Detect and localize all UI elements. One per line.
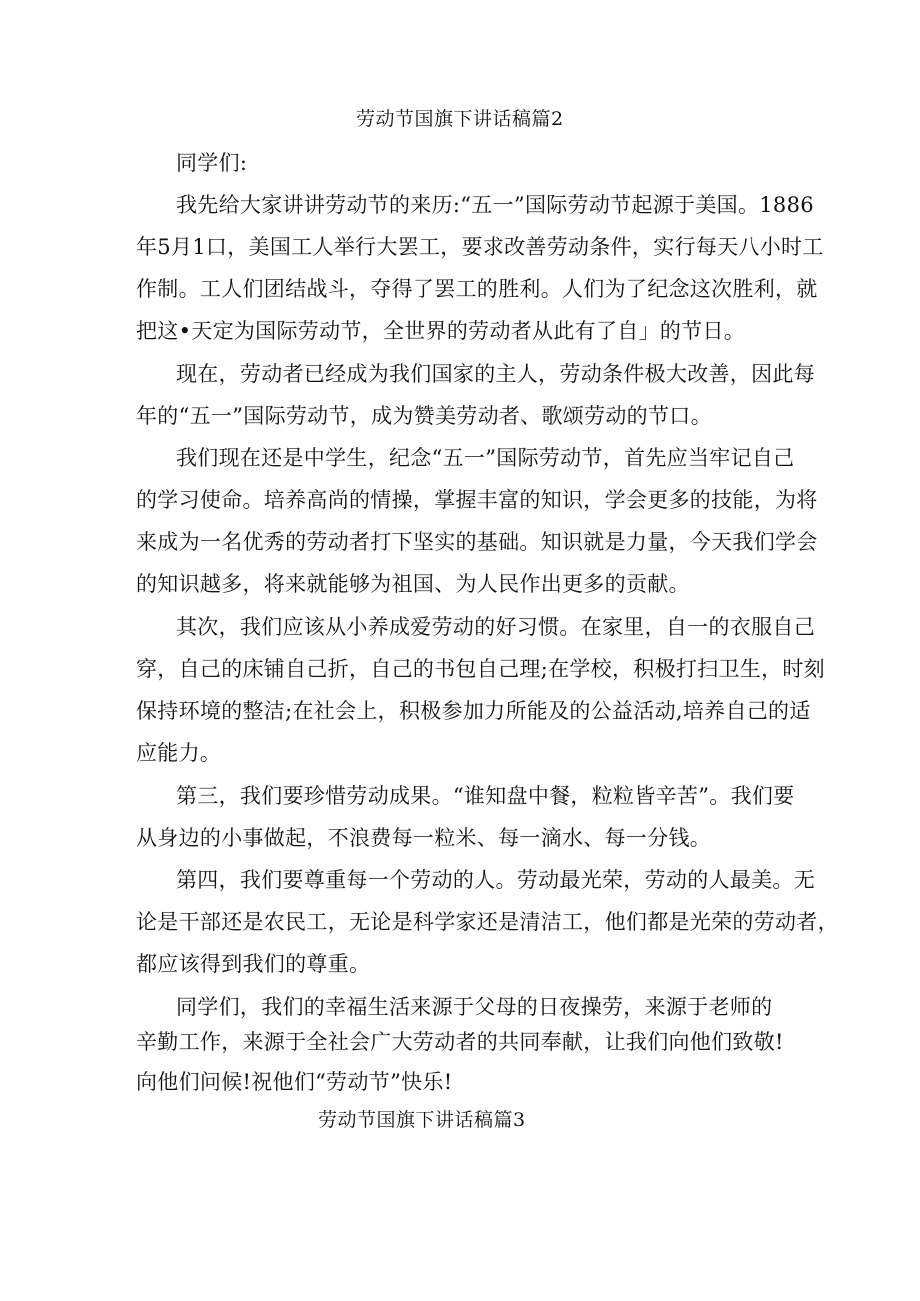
greeting: 同学们: xyxy=(176,151,248,175)
paragraph-line: 都应该得到我们的尊重。 xyxy=(136,952,371,976)
paragraph-line: 第四，我们要尊重每一个劳动的人。劳动最光荣，劳动的人最美。无 xyxy=(176,868,815,892)
paragraph-line: 辛勤工作，来源于全社会广大劳动者的共同奉献，让我们向他们致敬! xyxy=(136,1030,784,1054)
paragraph-line: 年5月1口，美国工人举行大罢工，要求改善劳动条件，实行每天八小时工 xyxy=(136,235,824,259)
paragraph-line: 我先给大家讲讲劳动节的来历:“五一”国际劳动节起源于美国。1886 xyxy=(176,193,814,217)
paragraph-line: 穿，自己的床铺自己折，自己的书包自己理;在学校，积极打扫卫生，时刻 xyxy=(136,657,825,681)
paragraph-line: 作制。工人们团结战斗，夺得了罢工的胜利。人们为了纪念这次胜利，就 xyxy=(136,277,818,301)
paragraph-line: 从身边的小事做起，不浪费每一粒米、每一滴水、每一分钱。 xyxy=(136,826,712,850)
paragraph-line: 的学习使命。培养高尚的情操，掌握丰富的知识，学会更多的技能，为将 xyxy=(136,488,818,512)
paragraph-line: 年的“五一”国际劳动节，成为赞美劳动者、歌颂劳动的节口。 xyxy=(136,404,712,428)
paragraph-line: 同学们，我们的幸福生活来源于父母的日夜操劳，来源于老师的 xyxy=(176,995,773,1019)
paragraph-line: 保持环境的整洁;在社会上，积极参加力所能及的公益活动,培养自己的适 xyxy=(136,699,811,723)
paragraph-line: 其次，我们应该从小养成爱劳动的好习惯。在家里，自一的衣服自己 xyxy=(176,615,815,639)
paragraph-line: 的知识越多，将来就能够为祖国、为人民作出更多的贡献。 xyxy=(136,572,690,596)
paragraph-line: 把这•天定为国际劳动节，全世界的劳动者从此有了自」的节日。 xyxy=(136,319,746,343)
section-2-title: 劳动节国旗下讲话稿篇2 xyxy=(356,108,564,130)
paragraph-line: 第三，我们要珍惜劳动成果。“谁知盘中餐，粒粒皆辛苦”。我们要 xyxy=(176,784,795,808)
paragraph-line: 现在，劳动者已经成为我们国家的主人，劳动条件极大改善，因此每 xyxy=(176,362,815,386)
section-3-title: 劳动节国旗下讲话稿篇3 xyxy=(318,1109,526,1131)
paragraph-line: 我们现在还是中学生，纪念“五一”国际劳动节，首先应当牢记自己 xyxy=(176,446,795,470)
paragraph-line: 向他们问候!祝他们“劳动节”快乐! xyxy=(136,1070,453,1094)
paragraph-line: 论是干部还是农民工，无论是科学家还是清洁工，他们都是光荣的劳动者， xyxy=(136,910,839,934)
paragraph-line: 应能力。 xyxy=(136,741,222,765)
paragraph-line: 来成为一名优秀的劳动者打下坚实的基础。知识就是力量，今天我们学会 xyxy=(136,530,818,554)
